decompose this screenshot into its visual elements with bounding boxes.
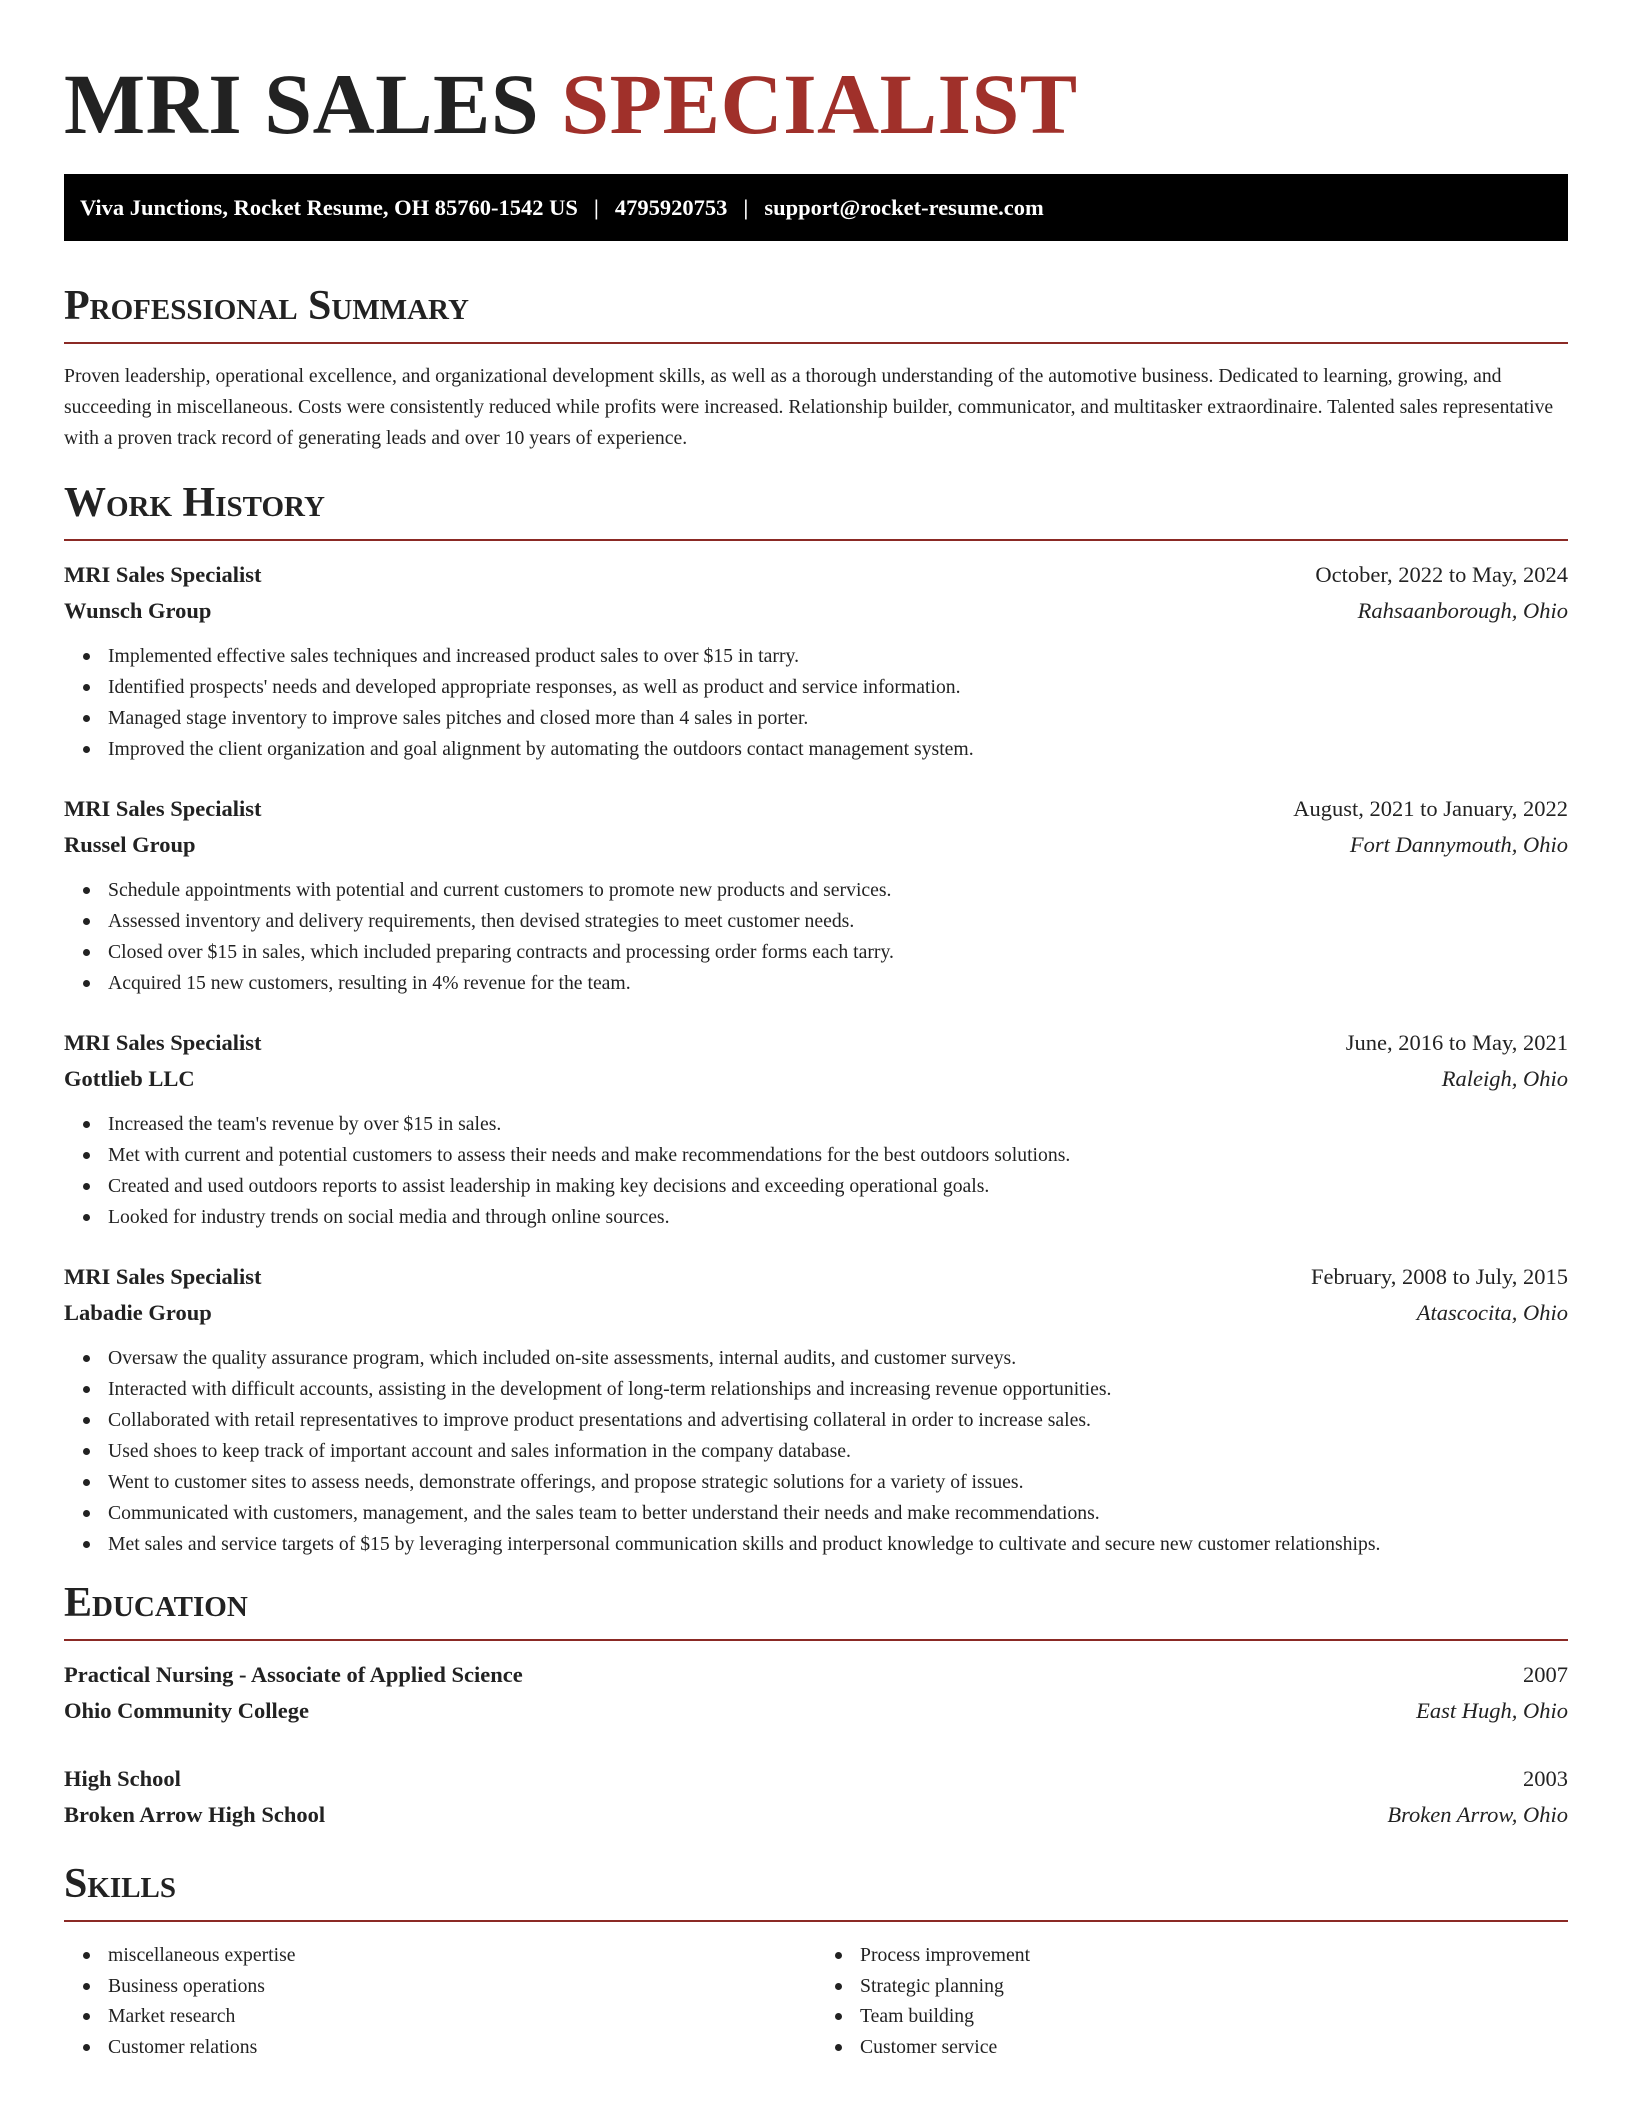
job-bullet: Improved the client organization and goal alignment by automating the outdoors contact management system. xyxy=(108,734,1568,765)
skills-section xyxy=(64,1859,1568,2062)
education-header xyxy=(64,1761,1568,1797)
job-bullet: Looked for industry trends on social media and through online sources. xyxy=(108,1202,1568,1233)
section-title-skills: Skills xyxy=(64,1861,177,1907)
job-bullet: Went to customer sites to assess needs, demonstrate offerings, and propose strategic solutions for a variety of issues. xyxy=(108,1467,1568,1498)
job-bullet: Assessed inventory and delivery requirements, then devised strategies to meet customer needs. xyxy=(108,906,1568,937)
job-bullet: Increased the team's revenue by over $15 in sales. xyxy=(108,1109,1568,1140)
education-location: Broken Arrow, Ohio xyxy=(1387,1802,1568,1827)
job-bullet: Communicated with customers, management, and the sales team to better understand their needs and make recommendations. xyxy=(108,1498,1568,1529)
section-title-education: Education xyxy=(64,1580,248,1626)
section-title-work: Work History xyxy=(64,480,325,526)
job-bullet: Identified prospects' needs and developed appropriate responses, as well as product and service information. xyxy=(108,672,1568,703)
job-bullet: Interacted with difficult accounts, assisting in the development of long-term relationships and increasing revenue opportunities. xyxy=(108,1374,1568,1405)
job-bullets xyxy=(64,1343,1568,1560)
title-last: SPECIALIST xyxy=(561,56,1078,152)
skill-item: Business operations xyxy=(108,1971,816,2002)
job-bullets xyxy=(64,1109,1568,1233)
education-location: East Hugh, Ohio xyxy=(1416,1698,1568,1723)
job-bullet: Collaborated with retail representatives to improve product presentations and advertising collateral in order to increase sales. xyxy=(108,1405,1568,1436)
contact-phone: 4795920753 xyxy=(614,194,728,220)
job-role: MRI Sales Specialist xyxy=(64,562,262,587)
job-subheader xyxy=(64,827,1568,863)
job-company: Gottlieb LLC xyxy=(64,1066,195,1091)
job-bullet: Schedule appointments with potential and current customers to promote new products and services. xyxy=(108,875,1568,906)
skill-item: Process improvement xyxy=(860,1940,1568,1971)
section-divider xyxy=(64,539,1568,541)
skill-item: Strategic planning xyxy=(860,1971,1568,2002)
education-entry xyxy=(64,1761,1568,1833)
job-entry xyxy=(64,1259,1568,1560)
contact-bar xyxy=(64,174,1568,241)
job-bullet: Oversaw the quality assurance program, which included on-site assessments, internal audits, and customer surveys. xyxy=(108,1343,1568,1374)
contact-email: support@rocket-resume.com xyxy=(764,194,1044,220)
job-company: Russel Group xyxy=(64,832,196,857)
skill-item: miscellaneous expertise xyxy=(108,1940,816,1971)
skill-item: Team building xyxy=(860,2001,1568,2032)
education-year: 2003 xyxy=(1523,1766,1568,1791)
skill-item: Market research xyxy=(108,2001,816,2032)
job-role: MRI Sales Specialist xyxy=(64,796,262,821)
education-subheader xyxy=(64,1693,1568,1729)
job-header xyxy=(64,791,1568,827)
skill-item: Customer relations xyxy=(108,2032,816,2063)
skills-list-left xyxy=(64,1940,816,2062)
job-dates: October, 2022 to May, 2024 xyxy=(1315,562,1568,587)
job-role: MRI Sales Specialist xyxy=(64,1030,262,1055)
resume-title xyxy=(64,0,1568,150)
job-bullet: Created and used outdoors reports to assist leadership in making key decisions and exceeding operational goals. xyxy=(108,1171,1568,1202)
section-divider xyxy=(64,342,1568,344)
job-entry xyxy=(64,1025,1568,1233)
job-dates: June, 2016 to May, 2021 xyxy=(1345,1030,1568,1055)
job-location: Fort Dannymouth, Ohio xyxy=(1349,832,1568,857)
education-school: Broken Arrow High School xyxy=(64,1802,326,1827)
job-header xyxy=(64,1259,1568,1295)
education-header xyxy=(64,1657,1568,1693)
job-header xyxy=(64,1025,1568,1061)
skills-grid xyxy=(64,1940,1568,2062)
job-subheader xyxy=(64,1061,1568,1097)
skill-item: Customer service xyxy=(860,2032,1568,2063)
education-entry xyxy=(64,1657,1568,1729)
job-subheader xyxy=(64,593,1568,629)
education-degree: Practical Nursing - Associate of Applied Science xyxy=(64,1662,523,1687)
job-location: Raleigh, Ohio xyxy=(1441,1066,1568,1091)
job-bullet: Met sales and service targets of $15 by leveraging interpersonal communication skills and product knowledge to cultivate and secure new customer relationships. xyxy=(108,1529,1568,1560)
job-bullet: Met with current and potential customers to assess their needs and make recommendations for the best outdoors solutions. xyxy=(108,1140,1568,1171)
summary-text: Proven leadership, operational excellence, and organizational development skills, as well as a thorough understanding of the automotive business. Dedicated to learning, growing, and succeeding in miscellaneous. Costs were consistently reduced while profits were increased. Relationship builder, communicator, and multitasker extraordinaire. Talented sales representative with a proven track record of generating leads and over 10 years of experience. xyxy=(64,365,1554,449)
section-divider xyxy=(64,1920,1568,1922)
job-dates: February, 2008 to July, 2015 xyxy=(1310,1264,1568,1289)
job-entry xyxy=(64,791,1568,999)
title-first: MRI SALES xyxy=(64,56,540,152)
job-role: MRI Sales Specialist xyxy=(64,1264,262,1289)
education-degree: High School xyxy=(64,1766,181,1791)
job-bullet: Implemented effective sales techniques and increased product sales to over $15 in tarry. xyxy=(108,641,1568,672)
education-school: Ohio Community College xyxy=(64,1698,309,1723)
summary-section xyxy=(64,281,1568,454)
job-bullet: Used shoes to keep track of important account and sales information in the company database. xyxy=(108,1436,1568,1467)
job-company: Labadie Group xyxy=(64,1300,212,1325)
job-location: Atascocita, Ohio xyxy=(1416,1300,1568,1325)
skills-list-right xyxy=(816,1940,1568,2062)
job-bullet: Managed stage inventory to improve sales pitches and closed more than 4 sales in porter. xyxy=(108,703,1568,734)
job-location: Rahsaanborough, Ohio xyxy=(1357,598,1568,623)
education-year: 2007 xyxy=(1523,1662,1568,1687)
work-history-section xyxy=(64,478,1568,1560)
job-bullets xyxy=(64,875,1568,999)
section-title-summary: Professional Summary xyxy=(64,283,469,329)
contact-separator: | xyxy=(743,194,749,220)
education-subheader xyxy=(64,1797,1568,1833)
job-subheader xyxy=(64,1295,1568,1331)
job-bullet: Acquired 15 new customers, resulting in 4% revenue for the team. xyxy=(108,968,1568,999)
job-company: Wunsch Group xyxy=(64,598,212,623)
section-divider xyxy=(64,1639,1568,1641)
job-bullet: Closed over $15 in sales, which included preparing contracts and processing order forms each tarry. xyxy=(108,937,1568,968)
job-entry xyxy=(64,557,1568,765)
job-header xyxy=(64,557,1568,593)
contact-separator: | xyxy=(593,194,599,220)
contact-address: Viva Junctions, Rocket Resume, OH 85760-1542 US xyxy=(80,194,578,220)
education-section xyxy=(64,1578,1568,1833)
job-bullets xyxy=(64,641,1568,765)
job-dates: August, 2021 to January, 2022 xyxy=(1293,796,1568,821)
